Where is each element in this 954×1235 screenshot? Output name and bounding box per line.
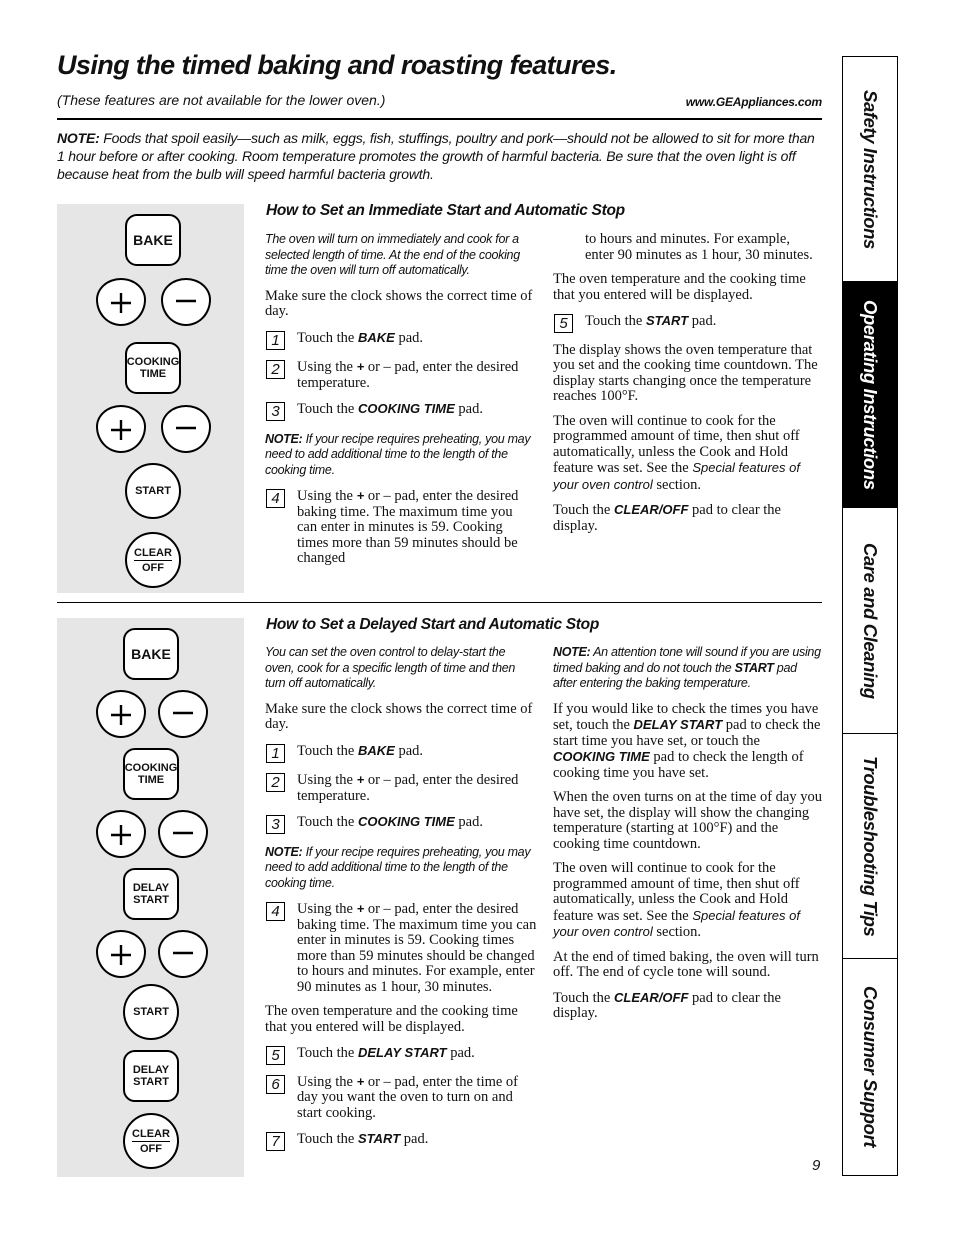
- section1-left-column: [265, 232, 535, 567]
- section1-clear-text: Touch the CLEAR/OFF pad to clear the display.: [553, 502, 781, 534]
- section2-turns-on-text: When the oven turns on at the time of day you have set, the display will show the changing temperature (starting at 100°F) and the cooking time countdown.: [553, 789, 822, 852]
- section2-end-text: At the end of timed baking, the oven will turn off. The end of cycle tone will sound.: [553, 948, 819, 980]
- bake-pad[interactable]: BAKE: [123, 628, 179, 680]
- section1-countdown-text: The display shows the oven temperature that you set and the cooking time countdown. The display starts changing once the temperature reaches 100°F.: [553, 341, 818, 404]
- section1-continue-text: The oven will continue to cook for the programmed amount of time, then shut off automatically, unless the Cook and Hold feature was set. See the Special features of your oven control section.: [553, 412, 800, 493]
- section1-step-5: 5 Touch the START pad.: [553, 313, 821, 330]
- clear-off-pad[interactable]: CLEAR OFF: [123, 1113, 179, 1169]
- minus-pad[interactable]: [161, 278, 211, 326]
- tab-care-and-cleaning[interactable]: Care and Cleaning: [843, 508, 897, 734]
- section2-step-6: 6 Using the + or – pad, enter the time of day you want the oven to turn on and start cooking.: [265, 1074, 537, 1122]
- section2-step-2: 2 Using the + or – pad, enter the desired temperature.: [265, 772, 537, 804]
- minus-pad[interactable]: [161, 405, 211, 453]
- start-pad[interactable]: START: [123, 984, 179, 1040]
- section2-intro: You can set the oven control to delay-start the oven, cook for a specific length of time and then turn off automatically.: [265, 645, 516, 690]
- section2-step-4: 4 Using the + or – pad, enter the desired baking time. The maximum time you can enter in minutes is 59. Cooking times more than 59 minutes should be changed to hours and minutes. For example, enter 90 minutes as 1 hour, 30 minutes.: [265, 901, 537, 995]
- clear-off-pad[interactable]: CLEAR OFF: [125, 532, 181, 588]
- delay-start-pad[interactable]: DELAY START: [123, 868, 179, 920]
- start-pad[interactable]: START: [125, 463, 181, 519]
- header-rule: [57, 118, 822, 120]
- page-subtitle: (These features are not available for the lower oven.): [57, 92, 386, 108]
- section2-right-column: [553, 645, 823, 1022]
- cooking-time-pad[interactable]: COOKING TIME: [125, 342, 181, 394]
- section1-step-1: 1 Touch the BAKE pad.: [265, 330, 535, 347]
- control-panel-delayed: [57, 618, 244, 1177]
- section2-check-times-text: If you would like to check the times you have set, touch the DELAY START pad to check the start time you have set, or touch the COOKING TIME pad to check the length of cooking time you have set.: [553, 700, 821, 781]
- delay-start-pad[interactable]: DELAY START: [123, 1050, 179, 1102]
- section1-step-4: 4 Using the + or – pad, enter the desired baking time. The maximum time you can enter in minutes is 59. Cooking times more than 59 minutes should be changed: [265, 488, 535, 567]
- section1-right-column: [553, 232, 821, 534]
- section1-preheat-note: NOTE: If your recipe requires preheating, you may need to add additional time to the length of the cooking time.: [265, 431, 531, 477]
- section2-step-1: 1 Touch the BAKE pad.: [265, 743, 537, 760]
- section1-step-2: 2 Using the + or – pad, enter the desired temperature.: [265, 359, 535, 391]
- section2-clear-text: Touch the CLEAR/OFF pad to clear the display.: [553, 989, 781, 1021]
- section2-continue-text: The oven will continue to cook for the programmed amount of time, then shut off automatically, unless the Cook and Hold feature was set. See the Special features of your oven control section.: [553, 860, 800, 940]
- section2-clock-text: Make sure the clock shows the correct time of day.: [265, 700, 533, 732]
- section1-clock-text: Make sure the clock shows the correct time of day.: [265, 287, 533, 319]
- section-heading-immediate: How to Set an Immediate Start and Automatic Stop: [266, 202, 625, 219]
- section1-step-4-continued: to hours and minutes. For example, enter 90 minutes as 1 hour, 30 minutes.: [585, 231, 813, 263]
- tab-consumer-support[interactable]: Consumer Support: [860, 986, 881, 1148]
- section-heading-delayed: How to Set a Delayed Start and Automatic Stop: [266, 616, 600, 633]
- section2-step-5: 5 Touch the DELAY START pad.: [265, 1045, 537, 1062]
- section2-attention-note: NOTE: An attention tone will sound if you are using timed baking and do not touch the START pad after entering the baking temperature.: [553, 645, 821, 690]
- page-title: Using the timed baking and roasting features.: [57, 50, 617, 80]
- cooking-time-pad[interactable]: COOKING TIME: [123, 748, 179, 800]
- note-text: Foods that spoil easily—such as milk, eggs, fish, stuffings, poultry and pork—should not be allowed to sit for more than 1 hour before or after cooking. Room temperature promotes the growth of harmful bacteria. Be sure that the oven light is off because heat from the bulb will speed harmful bacteria growth.: [57, 130, 815, 182]
- website-link[interactable]: www.GEAppliances.com: [685, 95, 822, 109]
- plus-pad[interactable]: [96, 405, 146, 453]
- bake-pad[interactable]: BAKE: [125, 214, 181, 266]
- plus-pad[interactable]: [96, 810, 146, 858]
- food-safety-note: [57, 129, 822, 183]
- minus-pad[interactable]: [158, 810, 208, 858]
- section1-intro: The oven will turn on immediately and cook for a selected length of time. At the end of the cooking time the oven will turn off automatically.: [265, 232, 520, 277]
- section2-step-7: 7 Touch the START pad.: [265, 1131, 537, 1148]
- section2-left-column: [265, 645, 537, 1148]
- control-panel-immediate: [57, 204, 244, 593]
- tab-safety-instructions[interactable]: Safety Instructions: [843, 57, 897, 282]
- section2-display-text: The oven temperature and the cooking time that you entered will be displayed.: [265, 1003, 518, 1035]
- plus-pad[interactable]: [96, 690, 146, 738]
- page-number: 9: [812, 1157, 821, 1174]
- tab-operating-instructions[interactable]: Operating Instructions: [843, 282, 897, 508]
- minus-pad[interactable]: [158, 690, 208, 738]
- section-divider: [57, 602, 822, 603]
- section2-preheat-note: NOTE: If your recipe requires preheating, you may need to add additional time to the length of the cooking time.: [265, 844, 531, 890]
- plus-pad[interactable]: [96, 930, 146, 978]
- section1-step-3: 3 Touch the COOKING TIME pad.: [265, 401, 535, 418]
- note-label: NOTE:: [57, 130, 100, 146]
- tab-troubleshooting-tips[interactable]: Troubleshooting Tips: [843, 734, 897, 959]
- section2-step-3: 3 Touch the COOKING TIME pad.: [265, 814, 537, 831]
- plus-pad[interactable]: [96, 278, 146, 326]
- section1-display-text: The oven temperature and the cooking time that you entered will be displayed.: [553, 271, 806, 303]
- section-tabs-sidebar: [842, 56, 898, 1176]
- minus-pad[interactable]: [158, 930, 208, 978]
